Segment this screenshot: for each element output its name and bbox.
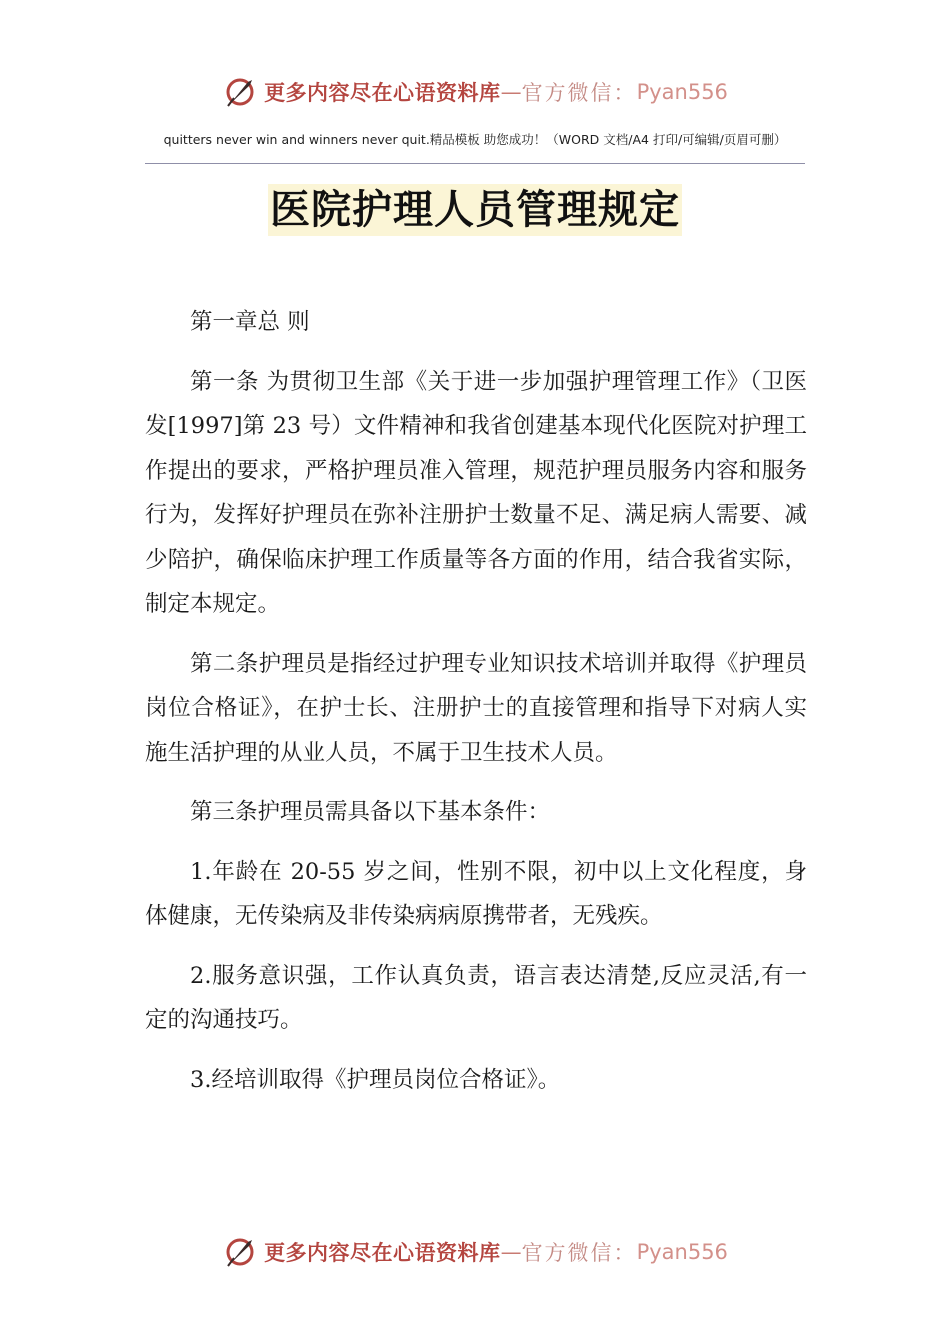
footer-wechat-id: Pyan556	[636, 1240, 728, 1264]
footer-dash: —	[500, 1240, 522, 1264]
banner-dash: —	[500, 80, 522, 104]
footer-brand: 更多内容尽在心语资料库	[264, 1240, 501, 1265]
document-body	[145, 300, 807, 1117]
header-tagline: quitters never win and winners never quit.精品模板 助您成功！（WORD 文档/A4 打印/可编辑/页眉可删）	[163, 132, 787, 147]
article-1: 第一条 为贯彻卫生部《关于进一步加强护理管理工作》（卫医发[1997]第 23 号）文件精神和我省创建基本现代化医院对护理工作提出的要求，严格护理员准入管理，规范护理员服务内容和服务行为，发挥好护理员在弥补注册护士数量不足、满足病人需要、减少陪护，确保临床护理工作质量等各方面的作用，结合我省实际，制定本规定。	[145, 368, 807, 617]
header-banner	[0, 72, 950, 112]
banner-wechat-id: Pyan556	[636, 80, 728, 104]
condition-2: 2.服务意识强，工作认真负责，语言表达清楚,反应灵活,有一定的沟通技巧。	[145, 962, 807, 1033]
quill-logo-icon	[222, 1234, 258, 1270]
banner-brand: 更多内容尽在心语资料库	[264, 80, 501, 105]
document-title: 医院护理人员管理规定	[268, 184, 682, 236]
article-2: 第二条护理员是指经过护理专业知识技术培训并取得《护理员岗位合格证》，在护士长、注册护士的直接管理和指导下对病人实施生活护理的从业人员，不属于卫生技术人员。	[145, 650, 807, 766]
header-divider	[145, 163, 805, 164]
footer-wechat-label: 官方微信：	[521, 1241, 637, 1265]
banner-wechat-label: 官方微信：	[521, 81, 637, 105]
condition-3: 3.经培训取得《护理员岗位合格证》。	[190, 1066, 561, 1093]
quill-logo-icon	[222, 74, 258, 110]
article-3: 第三条护理员需具备以下基本条件：	[190, 799, 551, 825]
chapter-heading: 第一章总 则	[190, 309, 310, 335]
footer-banner	[0, 1232, 950, 1272]
condition-1: 1.年龄在 20-55 岁之间，性别不限，初中以上文化程度，身体健康，无传染病及非传染病病原携带者，无残疾。	[145, 858, 807, 929]
title-container	[0, 184, 950, 236]
